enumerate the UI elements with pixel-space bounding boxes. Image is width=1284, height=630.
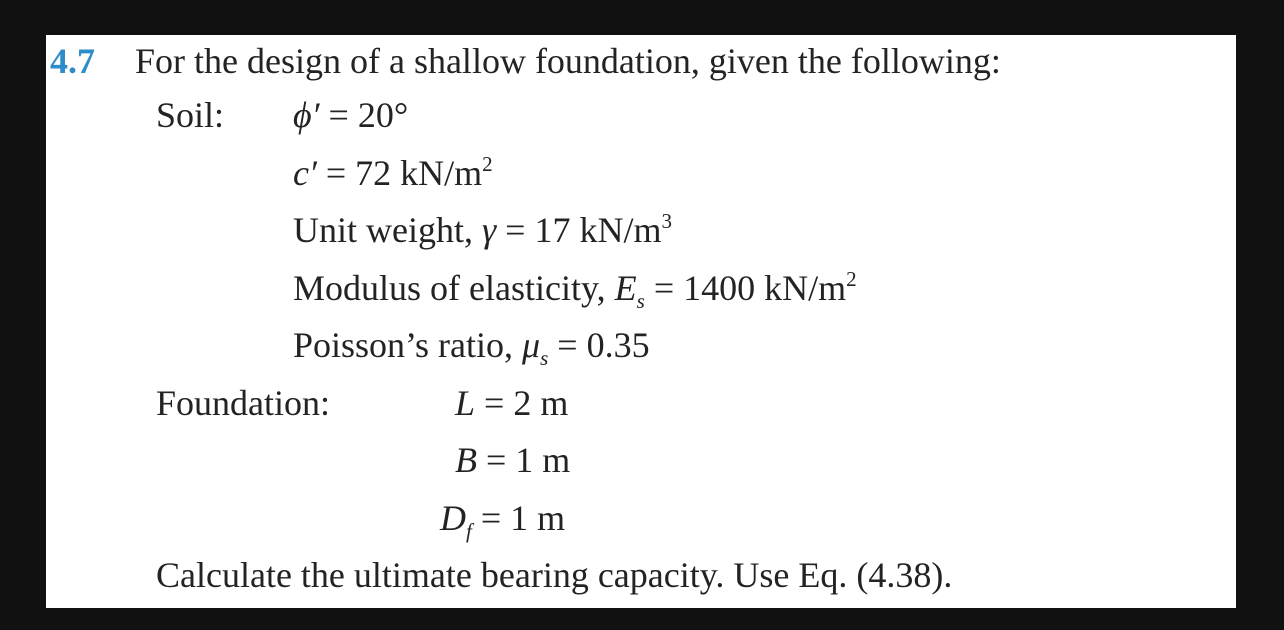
- soil-label: Soil:: [156, 95, 225, 135]
- friction-angle-line: [293, 94, 408, 136]
- problem-intro: For the design of a shallow foundation, given the following:: [135, 41, 1001, 81]
- modulus-line: [293, 267, 857, 313]
- modulus-symbol: E: [614, 268, 637, 308]
- unit-weight-value: = 17 kN/m: [496, 210, 662, 250]
- length-line: [455, 382, 568, 424]
- depth-symbol: D: [440, 498, 466, 538]
- problem-header: [50, 40, 1001, 82]
- modulus-value: = 1400 kN/m: [644, 268, 847, 308]
- cohesion-value: = 72 kN/m: [325, 153, 483, 193]
- poisson-label: Poisson’s ratio,: [293, 325, 523, 365]
- problem-page: [46, 35, 1236, 608]
- foundation-label: Foundation:: [156, 383, 331, 423]
- friction-angle-value: = 20°: [328, 95, 409, 135]
- modulus-label: Modulus of elasticity,: [293, 268, 615, 308]
- phi-symbol: ϕ′: [293, 95, 320, 135]
- depth-value: = 1 m: [471, 498, 566, 538]
- cohesion-line: [293, 152, 493, 194]
- cohesion-exponent: 2: [482, 152, 493, 176]
- cohesion-symbol: c′: [293, 153, 317, 193]
- width-line: [455, 439, 570, 481]
- length-symbol: L: [455, 383, 476, 423]
- problem-conclusion: Calculate the ultimate bearing capacity. Use Eq. (4.38).: [156, 555, 953, 595]
- poisson-subscript: s: [540, 346, 549, 370]
- problem-number: 4.7: [50, 41, 95, 81]
- width-value: = 1 m: [477, 440, 571, 480]
- unit-weight-line: [293, 209, 672, 251]
- unit-weight-label: Unit weight,: [293, 210, 482, 250]
- modulus-subscript: s: [636, 289, 645, 313]
- length-value: = 2 m: [475, 383, 569, 423]
- gamma-symbol: γ: [481, 210, 497, 250]
- poisson-line: [293, 324, 650, 370]
- depth-line: [440, 497, 566, 543]
- poisson-value: = 0.35: [548, 325, 650, 365]
- depth-subscript: f: [466, 519, 472, 543]
- unit-weight-exponent: 3: [661, 209, 672, 233]
- modulus-exponent: 2: [846, 267, 857, 291]
- width-symbol: B: [455, 440, 477, 480]
- mu-symbol: μ: [522, 325, 541, 365]
